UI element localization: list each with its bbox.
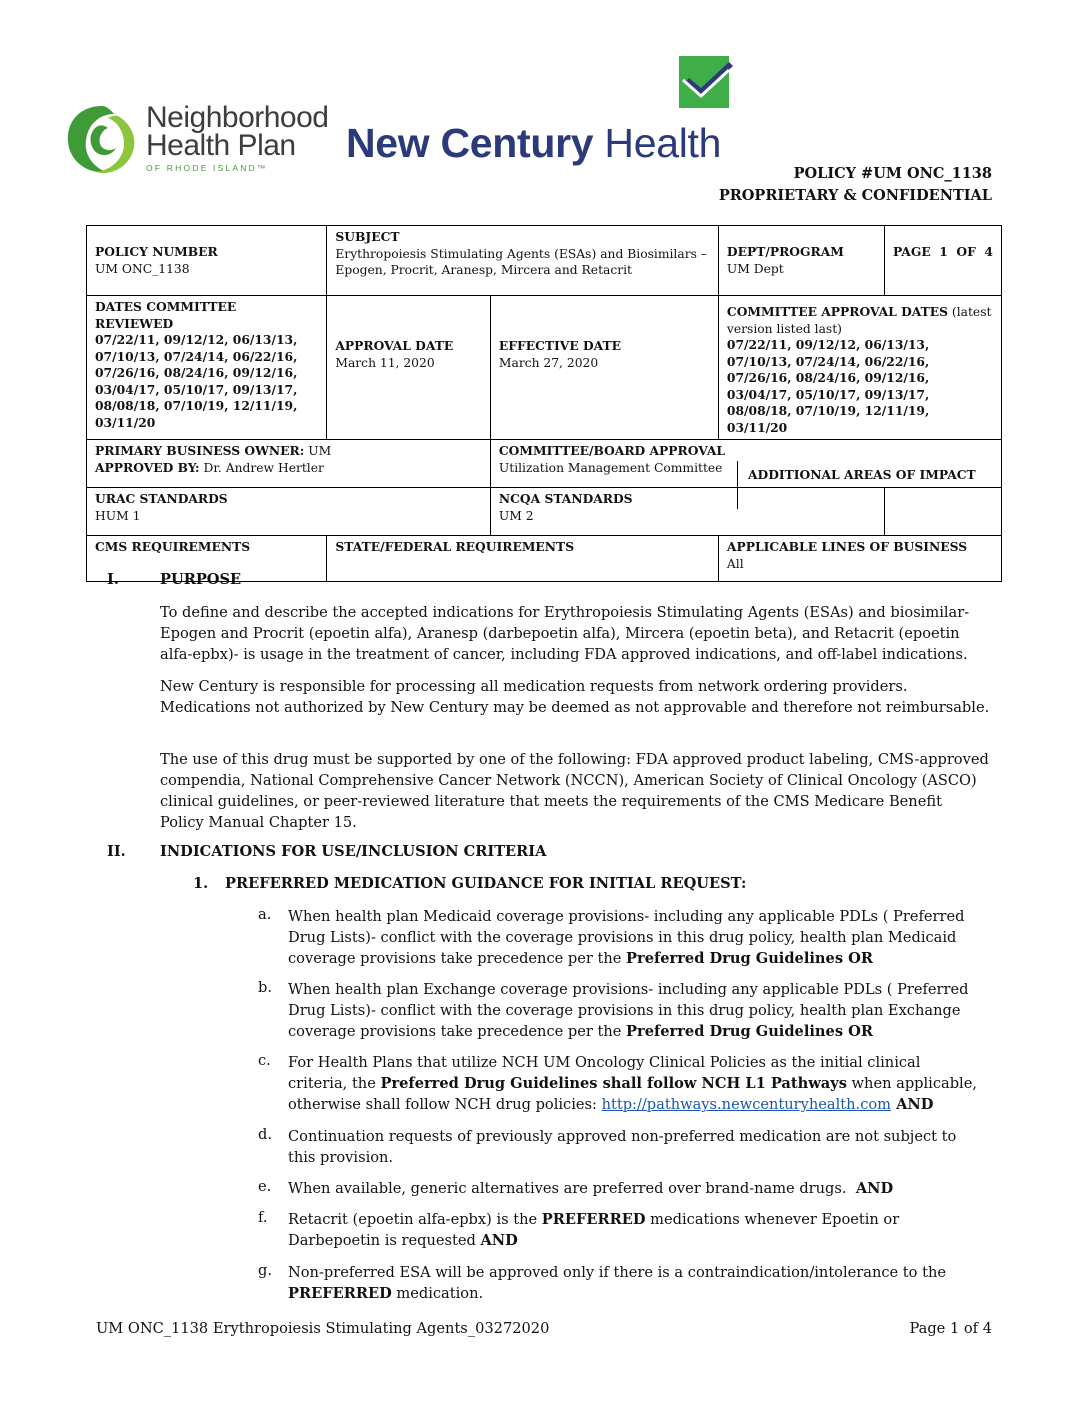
owner-value: UM bbox=[304, 444, 332, 458]
approval-date-label: APPROVAL DATE bbox=[335, 338, 454, 353]
nch-wordmark-light: Health bbox=[593, 120, 722, 166]
footer-document-name: UM ONC_1138 Erythropoiesis Stimulating Agents_03272020 bbox=[96, 1320, 550, 1337]
item-f-text bbox=[288, 1209, 978, 1251]
item-g-body-2: medication. bbox=[391, 1285, 484, 1302]
effective-date-label: EFFECTIVE DATE bbox=[498, 338, 622, 353]
item-g-body-1: Non-preferred ESA will be approved only if there is a contraindication/intolerance to the bbox=[288, 1264, 946, 1281]
additional-areas-cell bbox=[737, 461, 1002, 509]
item-c-text bbox=[288, 1052, 978, 1115]
approved-by-value: Dr. Andrew Hertler bbox=[199, 460, 324, 475]
policy-number-cell bbox=[87, 226, 327, 296]
subsection-1-title: PREFERRED MEDICATION GUIDANCE FOR INITIAL REQUEST: bbox=[225, 875, 747, 892]
item-b-letter: b. bbox=[258, 979, 272, 996]
subject-value: Erythropoiesis Stimulating Agents (ESAs) and Biosimilars – Epogen, Procrit, Aranesp, Mircera and Retacrit bbox=[335, 246, 707, 277]
dates-reviewed-cell bbox=[87, 296, 327, 440]
dept-cell bbox=[718, 226, 884, 296]
committee-dates-label: COMMITTEE APPROVAL DATES bbox=[726, 304, 949, 319]
dept-label: DEPT/PROGRAM bbox=[726, 244, 844, 259]
nch-wordmark bbox=[346, 120, 721, 167]
item-g-bold-1: PREFERRED bbox=[288, 1285, 392, 1302]
item-c-bold-2: AND bbox=[891, 1096, 934, 1113]
section-2-title: INDICATIONS FOR USE/INCLUSION CRITERIA bbox=[160, 843, 547, 860]
board-approval-value: Utilization Management Committee bbox=[498, 460, 723, 475]
item-a-bold: Preferred Drug Guidelines OR bbox=[626, 950, 873, 967]
subject-label: SUBJECT bbox=[335, 229, 400, 244]
section-1-title: PURPOSE bbox=[160, 571, 242, 588]
item-e-letter: e. bbox=[258, 1178, 272, 1195]
policy-number-heading: POLICY #UM ONC_1138 bbox=[793, 165, 992, 182]
item-f-body-1: Retacrit (epoetin alfa-epbx) is the bbox=[288, 1211, 542, 1228]
nhp-logo-line-3: OF RHODE ISLAND™ bbox=[146, 163, 268, 173]
subject-cell bbox=[327, 226, 719, 296]
effective-date-cell bbox=[490, 296, 718, 440]
subsection-1-number: 1. bbox=[193, 875, 209, 892]
committee-dates-note: (latest version listed last) bbox=[726, 305, 992, 336]
item-b-body: When health plan Exchange coverage provisions- including any applicable PDLs ( Preferred Drug Lists)- conflict with the coverage provisions in this drug policy, health plan Exchange coverage provisions take precedence per the bbox=[288, 981, 969, 1040]
dates-reviewed-label: DATES COMMITTEE REVIEWED bbox=[95, 299, 237, 331]
state-federal-cell bbox=[327, 536, 719, 582]
item-a-letter: a. bbox=[258, 906, 272, 923]
purpose-paragraph-2: New Century is responsible for processing all medication requests from network ordering providers. Medications not authorized by New Century may be deemed as not approvable and therefore not reimbursable. bbox=[160, 678, 990, 716]
page-cell bbox=[884, 226, 1001, 296]
approval-date-value: March 11, 2020 bbox=[335, 355, 435, 370]
pathways-link[interactable]: http://pathways.newcenturyhealth.com bbox=[601, 1096, 891, 1113]
lob-value: All bbox=[726, 556, 744, 571]
effective-date-value: March 27, 2020 bbox=[498, 355, 599, 370]
item-c-bold-1: Preferred Drug Guidelines shall follow NCH L1 Pathways bbox=[380, 1075, 847, 1092]
nch-wordmark-bold: New Century bbox=[346, 120, 594, 166]
urac-value: HUM 1 bbox=[95, 508, 141, 523]
item-g-letter: g. bbox=[258, 1262, 272, 1279]
urac-label: URAC STANDARDS bbox=[95, 491, 228, 506]
policy-header bbox=[719, 163, 992, 207]
committee-dates-cell bbox=[718, 296, 1001, 440]
policy-number-label: POLICY NUMBER bbox=[95, 244, 218, 259]
ncqa-label: NCQA STANDARDS bbox=[498, 491, 633, 506]
purpose-paragraph-1: To define and describe the accepted indications for Erythropoiesis Stimulating Agents (ESAs) and biosimilar- Epogen and Procrit (epoetin alfa), Aranesp (darbepoetin alfa), Mircera (epoetin beta), and Retacrit (epoetin alfa-epbx)- is usage in the treatment of cancer, including FDA approved indications, and off-label indications. bbox=[160, 604, 970, 663]
item-c-letter: c. bbox=[258, 1052, 271, 1069]
item-f-bold-1: PREFERRED bbox=[541, 1211, 646, 1228]
dates-reviewed-value: 07/22/11, 09/12/12, 06/13/13, 07/10/13, 07/24/14, 06/22/16, 07/26/16, 08/24/16, 09/12/16, 03/04/17, 05/10/17, 09/13/17, 08/08/18, 07/10/19, 12/11/19, 03/11/20 bbox=[95, 332, 298, 430]
nhp-logo-line-2: Health Plan bbox=[146, 129, 296, 162]
item-a-body: When health plan Medicaid coverage provisions- including any applicable PDLs ( Preferred Drug Lists)- conflict with the coverage provisions in this drug policy, health plan Medicaid coverage provisions take precedence per the bbox=[288, 908, 965, 967]
business-owner-cell bbox=[87, 440, 491, 488]
section-2-numeral: II. bbox=[107, 843, 126, 860]
approval-date-cell bbox=[327, 296, 491, 440]
approved-by-label: APPROVED BY: bbox=[95, 459, 200, 475]
state-federal-label: STATE/FEDERAL REQUIREMENTS bbox=[335, 539, 575, 554]
page-count-label: PAGE 1 OF 4 bbox=[892, 244, 993, 259]
item-d-text: Continuation requests of previously approved non-preferred medication are not subject to this provision. bbox=[288, 1128, 957, 1166]
item-f-bold-2: AND bbox=[480, 1232, 518, 1249]
nhp-logo-line-1: Neighborhood bbox=[146, 101, 329, 134]
nhp-swirl-icon bbox=[62, 100, 142, 180]
ncqa-value: UM 2 bbox=[498, 508, 534, 523]
item-e-text bbox=[288, 1178, 978, 1199]
item-c-body-1: For Health Plans that utilize NCH UM Oncology Clinical Policies as the initial clinical criteria, the bbox=[288, 1054, 921, 1092]
item-g-text bbox=[288, 1262, 978, 1304]
checkmark-icon bbox=[679, 56, 735, 112]
neighborhood-health-plan-logo bbox=[62, 100, 332, 180]
purpose-paragraph-3: The use of this drug must be supported by one of the following: FDA approved product labeling, CMS-approved compendia, National Comprehensive Cancer Network (NCCN), American Society of Clinical Oncology (ASCO) clinical guidelines, or peer-reviewed literature that meets the requirements of the CMS Medicare Benefit Policy Manual Chapter 15. bbox=[160, 751, 989, 831]
footer-page-number: Page 1 of 4 bbox=[909, 1320, 992, 1337]
committee-dates-value: 07/22/11, 09/12/12, 06/13/13, 07/10/13, 07/24/14, 06/22/16, 07/26/16, 08/24/16, 09/12/16, 03/04/17, 05/10/17, 09/13/17, 08/08/18, 07/10/19, 12/11/19, 03/11/20 bbox=[726, 337, 930, 435]
lines-of-business-cell bbox=[718, 536, 1001, 582]
new-century-health-logo bbox=[346, 52, 746, 172]
item-a-text bbox=[288, 906, 978, 969]
section-1-numeral: I. bbox=[107, 571, 119, 588]
cms-label: CMS REQUIREMENTS bbox=[95, 539, 251, 554]
lob-label: APPLICABLE LINES OF BUSINESS bbox=[726, 539, 968, 554]
confidential-heading: PROPRIETARY & CONFIDENTIAL bbox=[718, 187, 992, 204]
urac-cell bbox=[87, 488, 491, 536]
item-e-bold: AND bbox=[855, 1180, 894, 1197]
board-approval-label: COMMITTEE/BOARD APPROVAL bbox=[498, 443, 726, 458]
dept-value: UM Dept bbox=[726, 261, 784, 276]
item-f-letter: f. bbox=[258, 1209, 268, 1226]
additional-areas-label: ADDITIONAL AREAS OF IMPACT bbox=[748, 467, 976, 482]
item-d-letter: d. bbox=[258, 1126, 272, 1143]
item-c-body-2: when applicable, otherwise shall follow NCH drug policies: bbox=[288, 1075, 978, 1113]
item-e-body: When available, generic alternatives are preferred over brand-name drugs. bbox=[288, 1180, 856, 1197]
policy-metadata-table bbox=[86, 225, 1002, 582]
owner-label: PRIMARY BUSINESS OWNER: bbox=[95, 443, 305, 458]
item-f-body-2: medications whenever Epoetin or Darbepoetin is requested bbox=[288, 1211, 900, 1249]
policy-number-value: UM ONC_1138 bbox=[95, 261, 190, 276]
item-b-bold: Preferred Drug Guidelines OR bbox=[626, 1023, 873, 1040]
item-b-text bbox=[288, 979, 978, 1042]
